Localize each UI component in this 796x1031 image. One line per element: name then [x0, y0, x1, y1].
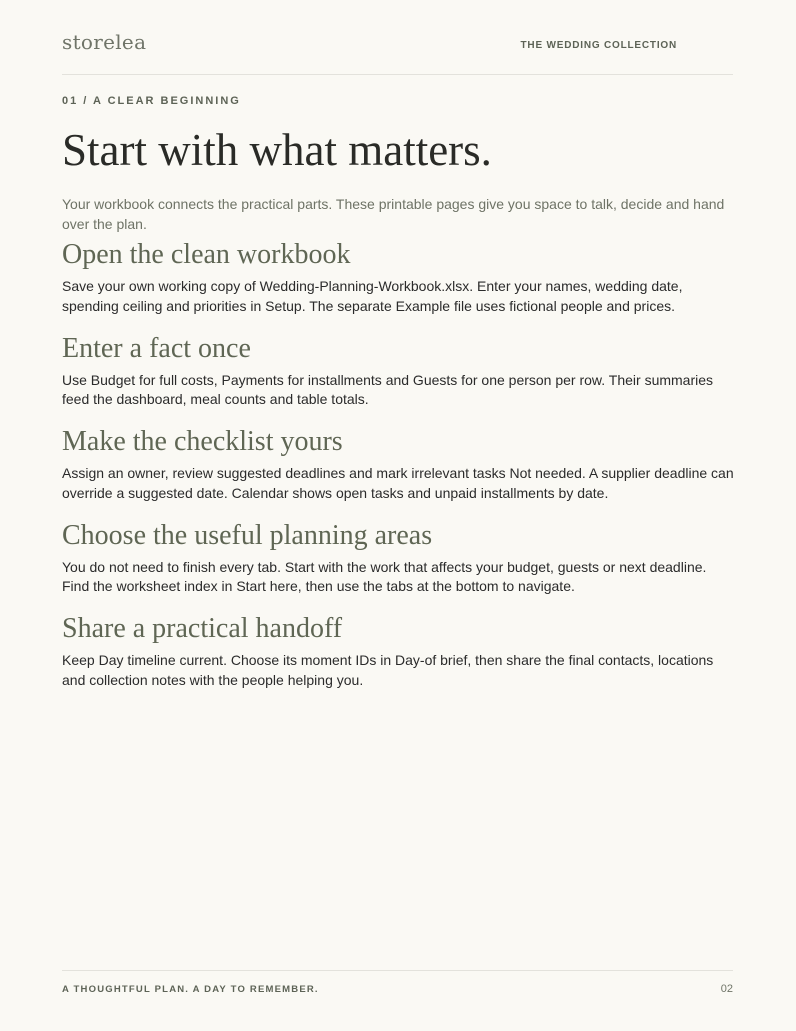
- step-enter-fact-once: [62, 329, 734, 423]
- footer-tagline: A THOUGHTFUL PLAN. A DAY TO REMEMBER.: [62, 984, 319, 995]
- brand-logo: storelea: [62, 30, 147, 54]
- step-body: Assign an owner, review suggested deadlines and mark irrelevant tasks Not needed. A supplier deadline can override a suggested date. Calendar shows open tasks and unpaid installments by date.: [62, 465, 734, 501]
- step-handoff: [62, 609, 734, 703]
- step-body: Keep Day timeline current. Choose its moment IDs in Day-of brief, then share the final contacts, locations and collection notes with the people helping you.: [62, 652, 714, 688]
- page-footer: [62, 970, 733, 1031]
- collection-label: THE WEDDING COLLECTION: [520, 40, 677, 51]
- page-header: [62, 0, 733, 75]
- step-planning-areas: [62, 516, 734, 610]
- steps-list: [62, 235, 734, 703]
- step-heading: Make the checklist yours: [62, 426, 343, 457]
- section-eyebrow: 01 / A CLEAR BEGINNING: [62, 95, 241, 107]
- page-title: Start with what matters.: [62, 125, 492, 175]
- step-heading: Choose the useful planning areas: [62, 519, 433, 551]
- step-heading: Open the clean workbook: [62, 239, 351, 270]
- step-body: Save your own working copy of Wedding-Planning-Workbook.xlsx. Enter your names, wedding date, spending ceiling and priorities in Setup. The separate Example file uses fictional people and prices.: [62, 278, 683, 314]
- step-checklist: [62, 422, 734, 516]
- page-number: 02: [720, 983, 733, 995]
- step-heading: Share a practical handoff: [62, 613, 343, 644]
- step-open-workbook: [62, 235, 734, 329]
- step-heading: Enter a fact once: [62, 332, 251, 364]
- step-body: You do not need to finish every tab. Start with the work that affects your budget, guests or next deadline. Find the worksheet index in Start here, then use the tabs at the bottom to navigate.: [62, 558, 707, 594]
- step-body: Use Budget for full costs, Payments for installments and Guests for one person per row. Their summaries feed the dashboard, meal counts and table totals.: [62, 371, 714, 407]
- intro-paragraph: Your workbook connects the practical parts. These printable pages give you space to talk, decide and hand over the plan.: [62, 196, 725, 232]
